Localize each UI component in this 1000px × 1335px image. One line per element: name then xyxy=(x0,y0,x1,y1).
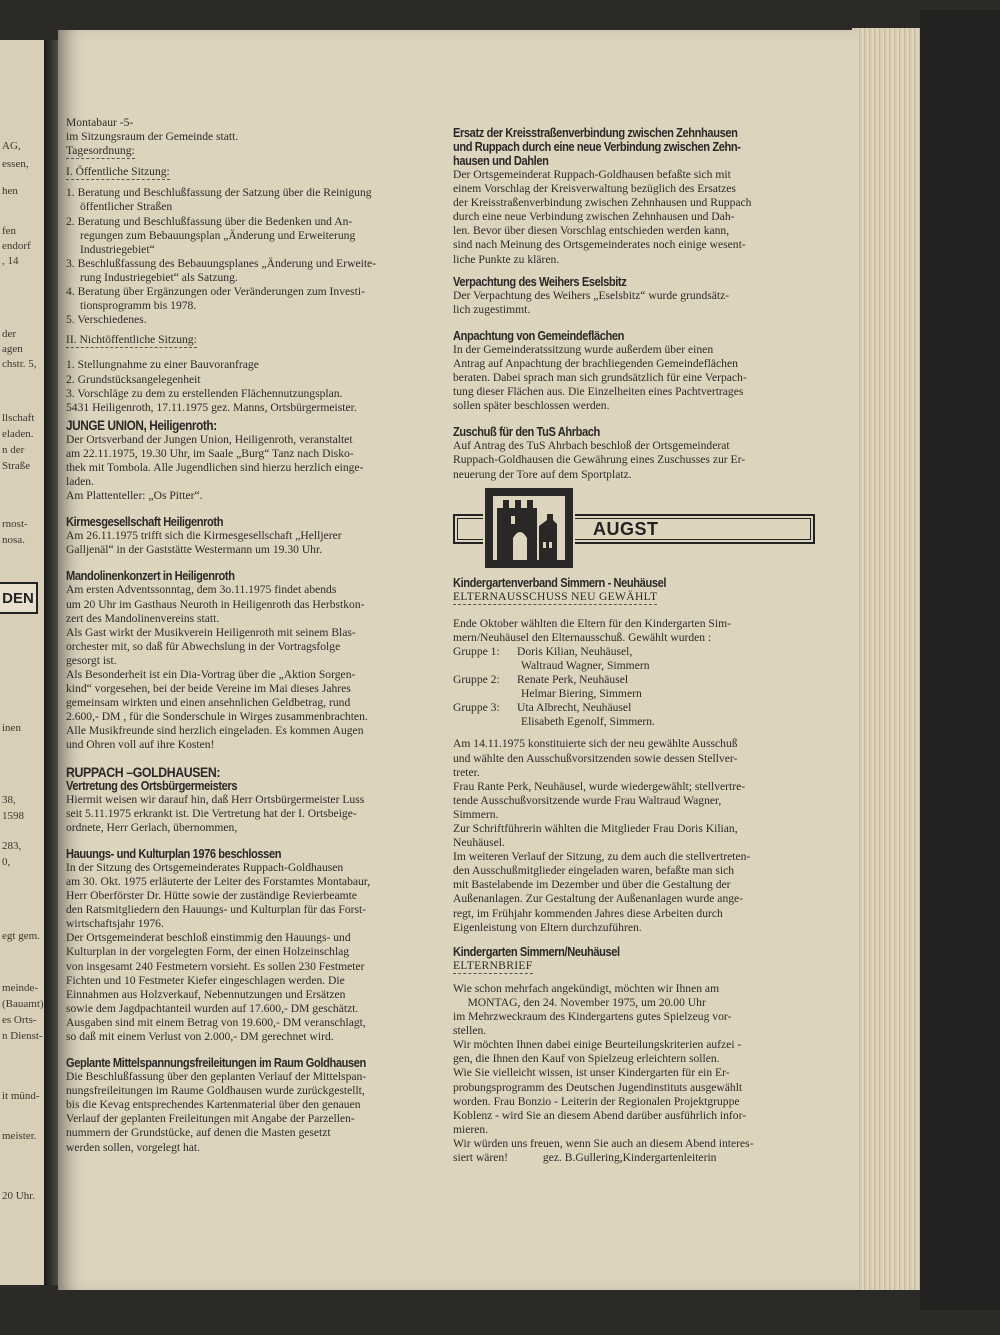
article-line: stellen. xyxy=(453,1024,487,1038)
article-line: In der Gemeinderatssitzung wurde außerdem über einen xyxy=(453,342,714,356)
article-line: Als Gast wirkt der Musikverein Heiligenroth mit seinem Blas- xyxy=(66,625,356,639)
article-line: Alle Musikfreunde sind herzlich eingeladen. Es kommen Augen xyxy=(66,724,364,738)
article-line: In der Sitzung des Ortsgemeinderates Ruppach-Goldhausen xyxy=(66,860,344,874)
article-line: Neuhäusel. xyxy=(453,836,505,850)
article-line: thek mit Tombola. Alle Jugendlichen sind hierzu herzlich einge- xyxy=(66,460,364,474)
agenda-item: 4. Beratung über Ergänzungen oder Veränderungen zum Investi- xyxy=(66,285,365,299)
article-line: Wie Sie vielleicht wissen, ist unser Kindergarten für ein Er- xyxy=(453,1066,730,1080)
article-title: Kirmesgesellschaft Heiligenroth xyxy=(66,515,224,530)
article-title: hausen und Dahlen xyxy=(453,154,549,168)
article-line: seit 5.11.1975 erkrankt ist. Die Vertretung hat der I. Ortsbeige- xyxy=(66,806,357,820)
agenda-item: 1. Beratung und Beschlußfassung der Satzung über die Reinigung xyxy=(66,186,372,200)
article-title: Mandolinenkonzert in Heiligenroth xyxy=(66,569,235,584)
article-line: Am 14.11.1975 konstituierte sich der neu gewählte Ausschuß xyxy=(453,737,738,751)
article-title: Ersatz der Kreisstraßenverbindung zwischen Zehnhausen xyxy=(453,126,738,140)
article-line: laden. xyxy=(66,475,95,489)
article-line: Fichten und 10 Festmeter Kiefer eingeschlagen werden. Die xyxy=(66,973,345,987)
left-page-fragment: nosa. xyxy=(2,534,25,546)
article-line: Kulturplan in der vorgelegten Form, der einen Holzeinschlag xyxy=(66,945,350,959)
left-page-fragment: 283, xyxy=(2,840,22,852)
article-line: lich zugestimmt. xyxy=(453,302,531,316)
group-member: Renate Perk, Neuhäusel xyxy=(517,673,629,687)
page-edges xyxy=(852,28,922,1290)
article-line: mit Bastelabende im Dezember und über die Gestaltung der xyxy=(453,878,731,892)
article-line: Am 26.11.1975 trifft sich die Kirmesgesellschaft „Helljerer xyxy=(66,529,342,543)
article-title: RUPPACH –GOLDHAUSEN: xyxy=(66,763,221,780)
article-line: Die Beschlußfassung über den geplanten Verlauf der Mittelspan- xyxy=(66,1070,367,1084)
article-line: durch eine neue Verbindung zwischen Zehnhausen und Dah- xyxy=(453,210,735,224)
article-line: gen, die Ihnen den Kauf von Spielzeug erleichtern sollen. xyxy=(453,1052,720,1066)
article-line: Als Besonderheit ist ein Dia-Vortrag über die „Aktion Sorgen- xyxy=(66,668,356,681)
group-member: Helmar Biering, Simmern xyxy=(521,687,642,701)
article-line: 2.600,- DM , für die Sonderschule in Wirges zusammenbrachten. xyxy=(66,710,368,724)
article-line: beraten. Dabei sprach man sich grundsätzlich für eine Verpach- xyxy=(453,371,747,385)
public-agenda-list xyxy=(66,186,431,327)
article-line: Der Ortsverband der Jungen Union, Heiligenroth, veranstaltet xyxy=(66,432,353,446)
article-line: gesorgt ist. xyxy=(66,653,117,667)
article-line: kind“ vorgesehen, bei der beide Vereine im Mai dieses Jahres xyxy=(66,682,351,696)
agenda-item: 1. Stellungnahme zu einer Bauvoranfrage xyxy=(66,358,259,372)
article-line: Am ersten Adventssonntag, dem 3o.11.1975 findet abends xyxy=(66,583,337,597)
tower-crest-icon xyxy=(483,486,575,570)
left-page-fragment: essen, xyxy=(2,158,29,170)
article-line: Verlauf der geplanten Freileitungen mit Angabe der Parzellen- xyxy=(66,1112,355,1126)
article-line: am 30. Okt. 1975 erläuterte der Leiter des Forstamtes Montabaur, xyxy=(66,874,371,888)
article-line: im Mehrzweckraum des Kindergartens gutes Spielzeug vor- xyxy=(453,1010,732,1024)
article-line: so daß mit einem Verlust von 2.000,- DM gerechnet wird. xyxy=(66,1029,334,1043)
left-page-fragment: rnost- xyxy=(2,518,28,530)
agenda-item: regungen zum Bebauungsplan „Änderung und Erweiterung xyxy=(80,228,356,242)
article-line: Wie schon mehrfach angekündigt, möchten wir Ihnen am xyxy=(453,981,720,995)
agenda-item: 5. Verschiedenes. xyxy=(66,313,147,327)
group-label: Gruppe 3: xyxy=(453,701,500,715)
anpachtung-article xyxy=(453,329,823,413)
article-line: Koblenz - wird Sie an diesem Abend darüber ausführlich infor- xyxy=(453,1108,747,1122)
article-title: und Ruppach durch eine neue Verbindung zwischen Zehn- xyxy=(453,140,741,154)
group-label: Gruppe 1: xyxy=(453,644,500,658)
article-line: am 22.11.1975, 19.30 Uhr, im Saale „Burg“ Tanz nach Disko- xyxy=(66,446,354,460)
article-line: ordnete, Herr Gerlach, übernommen, xyxy=(66,820,238,834)
article-line: Antrag auf Anpachtung der brachliegenden Gemeindeflächen xyxy=(453,356,738,370)
article-title: Hauungs- und Kulturplan 1976 beschlossen xyxy=(66,846,282,861)
article-line: mieren. xyxy=(453,1122,489,1136)
ruppach-article xyxy=(66,765,431,835)
group-member: Uta Albrecht, Neuhäusel xyxy=(517,701,632,715)
header-line: im Sitzungsraum der Gemeinde statt. xyxy=(66,130,239,144)
left-page-fragment: 20 Uhr. xyxy=(2,1190,35,1202)
left-page-fragment: chstr. 5, xyxy=(2,358,37,370)
article-line: Der Ortsgemeinderat beschloß einstimmig den Hauungs- und xyxy=(66,931,351,945)
left-page-fragment: Straße xyxy=(2,460,31,472)
article-line: werden sollen, vorgelegt hat. xyxy=(66,1140,201,1154)
article-line: Herr Oberförster Dr. Hütte sowie der zuständige Revierbeamte xyxy=(66,889,358,903)
right-column xyxy=(453,126,823,1165)
left-page-fragment: inen xyxy=(2,722,21,734)
article-line: wirtschaftsjahr 1976. xyxy=(66,917,164,931)
left-page-fragment: agen xyxy=(2,343,23,355)
group-list xyxy=(453,645,823,730)
zuschuss-article xyxy=(453,425,823,481)
kindergartenverband-article xyxy=(453,576,823,935)
article-title: Geplante Mittelspannungsfreileitungen im Raum Goldhausen xyxy=(66,1056,366,1071)
private-session-title: II. Nichtöffentliche Sitzung: xyxy=(66,333,197,348)
article-line: Ruppach-Goldhausen die Gewährung eines Zuschusses zur Er- xyxy=(453,453,746,467)
article-line: Hiermit weisen wir darauf hin, daß Herr Ortsbürgermeister Luss xyxy=(66,792,365,806)
kirmes-article xyxy=(66,515,431,557)
article-line: tende Ausschußvorsitzende wurde Frau Waltraud Wagner, xyxy=(453,793,722,807)
public-session-title: I. Öffentliche Sitzung: xyxy=(66,165,170,180)
article-title: Kindergarten Simmern/Neuhäusel xyxy=(453,944,620,959)
article-line: nummern der Grundstücke, auf denen die Masten gesetzt xyxy=(66,1126,331,1140)
article-line: nungsfreileitungen im Raume Goldhausen wurde zurückgestellt, xyxy=(66,1084,365,1098)
article-line: Einnahmen aus Holzverkauf, Nebennutzungen und Ersätzen xyxy=(66,987,346,1001)
article-line: bis die Kevag entsprechendes Kartenmaterial über den genauen xyxy=(66,1098,361,1112)
article-title: Kindergartenverband Simmern - Neuhäusel xyxy=(453,575,667,590)
article-line: mern/Neuhäusel den Elternausschuß. Gewählt wurden : xyxy=(453,630,712,644)
article-line: regt, im Frühjahr kommenden Jahres diese Arbeiten durch xyxy=(453,906,723,920)
article-line: Wir würden uns freuen, wenn Sie auch an diesem Abend interes- xyxy=(453,1136,754,1150)
article-subtitle: Vertretung des Ortsbürgermeisters xyxy=(66,778,238,793)
elternbrief-article xyxy=(453,945,823,1165)
article-line: sind nach Meinung des Ortsgemeinderates noch einige wesent- xyxy=(453,238,746,252)
newspaper-page xyxy=(58,30,858,1290)
article-line: Im weiteren Verlauf der Sitzung, zu dem auch die stellvertreten- xyxy=(453,850,751,864)
article-line: zert des Mandolinenvereins statt. xyxy=(66,611,220,625)
left-page-fragment: , 14 xyxy=(2,255,19,267)
group-member: Elisabeth Egenolf, Simmern. xyxy=(521,715,655,729)
left-page-fragment: (Bauamt) xyxy=(2,998,44,1010)
article-line: Ausgaben sind mit einem Betrag von 19.600,- DM veranschlagt, xyxy=(66,1015,366,1029)
article-line: treter. xyxy=(453,765,480,779)
private-agenda-list xyxy=(66,358,431,400)
article-line: MONTAG, den 24. November 1975, um 20.00 Uhr xyxy=(453,995,706,1009)
left-page-fragment: it münd- xyxy=(2,1090,40,1102)
junge-union-article xyxy=(66,419,431,503)
left-page-fragment: endorf xyxy=(2,240,31,252)
left-page-fragment: fen xyxy=(2,225,17,237)
article-line: der Kreisstraßenverbindung zwischen Zehnhausen und Ruppach xyxy=(453,196,752,210)
article-line: siert wären! gez. B.Gullering,Kindergartenleiterin xyxy=(453,1150,717,1164)
article-title: Zuschuß für den TuS Ahrbach xyxy=(453,425,600,440)
left-page-fragment: AG, xyxy=(2,140,21,152)
article-line: len. Bevor über diesen Vorschlag entschieden werden kann, xyxy=(453,224,730,238)
augst-banner xyxy=(453,486,817,570)
book-cover xyxy=(920,10,1000,1310)
ersatz-article xyxy=(453,126,823,267)
left-page-fragment: meister. xyxy=(2,1130,37,1142)
agenda-item: 2. Beratung und Beschlußfassung über die Bedenken und An- xyxy=(66,214,353,228)
agenda-item: öffentlicher Straßen xyxy=(80,200,173,214)
article-title: Verpachtung des Weihers Eselsbitz xyxy=(453,274,627,289)
verpachtung-article xyxy=(453,275,823,317)
left-page-fragment: der xyxy=(2,328,17,340)
article-line: von insgesamt 240 Festmetern vorsieht. Es sollen 230 Festmeter xyxy=(66,959,365,973)
article-line: einem Vorschlag der Kreisverwaltung bezüglich des Ersatzes xyxy=(453,182,736,196)
agenda-item: 3. Beschlußfassung des Bebauungsplanes „Änderung und Erweite- xyxy=(66,256,377,270)
article-title: Anpachtung von Gemeindeflächen xyxy=(453,328,625,343)
agenda-item: tionsprogramm bis 1978. xyxy=(80,299,197,313)
article-line: sollen später beschlossen werden. xyxy=(453,399,610,413)
article-line: Auf Antrag des TuS Ahrbach beschloß der Ortsgemeinderat xyxy=(453,439,730,453)
left-column xyxy=(66,116,431,1155)
article-line: Simmern. xyxy=(453,807,499,821)
agenda-item: 3. Vorschläge zu dem zu erstellenden Flächennutzungsplan. xyxy=(66,386,343,400)
article-line: und Ohren voll auf ihre Kosten! xyxy=(66,738,215,752)
article-line: den Ausschußmitglieder eingeladen waren, befaßte man sich xyxy=(453,864,735,878)
article-line: liche Punkte zu klären. xyxy=(453,252,560,266)
agenda-item: 2. Grundstücksangelegenheit xyxy=(66,372,201,386)
article-line: neuerung der Tore auf dem Sportplatz. xyxy=(453,467,632,481)
article-line: und wählte den Ausschußvorsitzenden sowie dessen Stellver- xyxy=(453,751,738,765)
article-line: Der Verpachtung des Weihers „Eselsbitz“ wurde grundsätz- xyxy=(453,288,730,302)
article-line: gemeinsam wirkten und einen ansehnlichen Geldbetrag, rund xyxy=(66,696,351,710)
banner-text: AUGST xyxy=(593,518,659,539)
article-line: orchester mit, so daß für Abwechslung in der Vortragsfolge xyxy=(66,639,341,653)
left-page-fragment: llschaft xyxy=(2,412,35,424)
header-line: Montabaur -5- xyxy=(66,116,134,129)
left-page-fragment: egt gem. xyxy=(2,930,40,942)
article-line: tung dieser Flächen aus. Die Einzelheiten eines Pachtvertrages xyxy=(453,385,744,399)
left-page-fragment: n Dienst- xyxy=(2,1030,43,1042)
article-line: Der Ortsgemeinderat Ruppach-Goldhausen befaßte sich mit xyxy=(453,168,731,181)
article-title: JUNGE UNION, Heiligenroth: xyxy=(66,417,217,433)
article-line: probungsprogramm des Deutschen Jugendinstituts ausgewählt xyxy=(453,1080,743,1094)
group-label: Gruppe 2: xyxy=(453,673,500,687)
article-line: Frau Rante Perk, Neuhäusel, wurde wiedergewählt; stellvertre- xyxy=(453,779,746,793)
article-line: sowie dem Jagdpachtanteil wurden auf 17.600,- DM geschätzt. xyxy=(66,1001,359,1015)
article-line: um 20 Uhr im Gasthaus Neuroth in Heiligenroth das Herbstkon- xyxy=(66,597,365,611)
group-member: Waltraud Wagner, Simmern xyxy=(521,658,650,672)
article-subtitle: ELTERNBRIEF xyxy=(453,959,533,974)
article-line: Wir möchten Ihnen dabei einige Beurteilungskriterien aufzei - xyxy=(453,1038,742,1052)
left-page-fragment: 0, xyxy=(2,856,11,868)
left-page-boxed-fragment: DEN xyxy=(0,582,38,614)
article-line: Am Plattenteller: „Os Pitter“. xyxy=(66,489,203,503)
article-subtitle: ELTERNAUSSCHUSS NEU GEWÄHLT xyxy=(453,590,657,605)
hauungsplan-article xyxy=(66,847,431,1044)
left-page-fragment: 38, xyxy=(2,794,16,806)
mandolinen-article xyxy=(66,569,431,752)
article-line: Ende Oktober wählten die Eltern für den Kindergarten Sim- xyxy=(453,616,731,630)
article-line: Eigenleistung von Eltern durchzuführen. xyxy=(453,920,642,934)
left-page-fragment: eladen. xyxy=(2,428,34,440)
article-line: den Ratsmitgliedern den Hauungs- und Kulturplan für das Forst- xyxy=(66,903,367,917)
article-line: worden. Frau Bonzio - Leiterin der Regionalen Projektgruppe xyxy=(453,1094,740,1108)
left-page-fragment: es Orts- xyxy=(2,1014,37,1026)
left-page-fragment: 1598 xyxy=(2,810,24,822)
agenda-label: Tagesordnung: xyxy=(66,144,135,159)
agenda-item: rung Industriegebiet“ als Satzung. xyxy=(80,270,238,284)
left-page-fragment: hen xyxy=(2,185,18,197)
agenda-item: Industriegebiet“ xyxy=(80,242,155,256)
article-line: Zur Schriftführerin wählten die Mitglieder Frau Doris Kilian, xyxy=(453,822,738,835)
left-page-fragment: n der xyxy=(2,444,25,456)
article-line: Galljenäl“ in der Gaststätte Westermann um 19.30 Uhr. xyxy=(66,543,323,557)
left-page-fragment: meinde- xyxy=(2,982,39,994)
group-member: Doris Kilian, Neuhäusel, xyxy=(517,644,633,658)
article-line: Außenanlagen. Zur Gestaltung der Außenanlagen wurde ange- xyxy=(453,892,744,906)
freileitungen-article xyxy=(66,1056,431,1155)
signature-line: 5431 Heiligenroth, 17.11.1975 gez. Manns, Ortsbürgermeister. xyxy=(66,400,357,414)
